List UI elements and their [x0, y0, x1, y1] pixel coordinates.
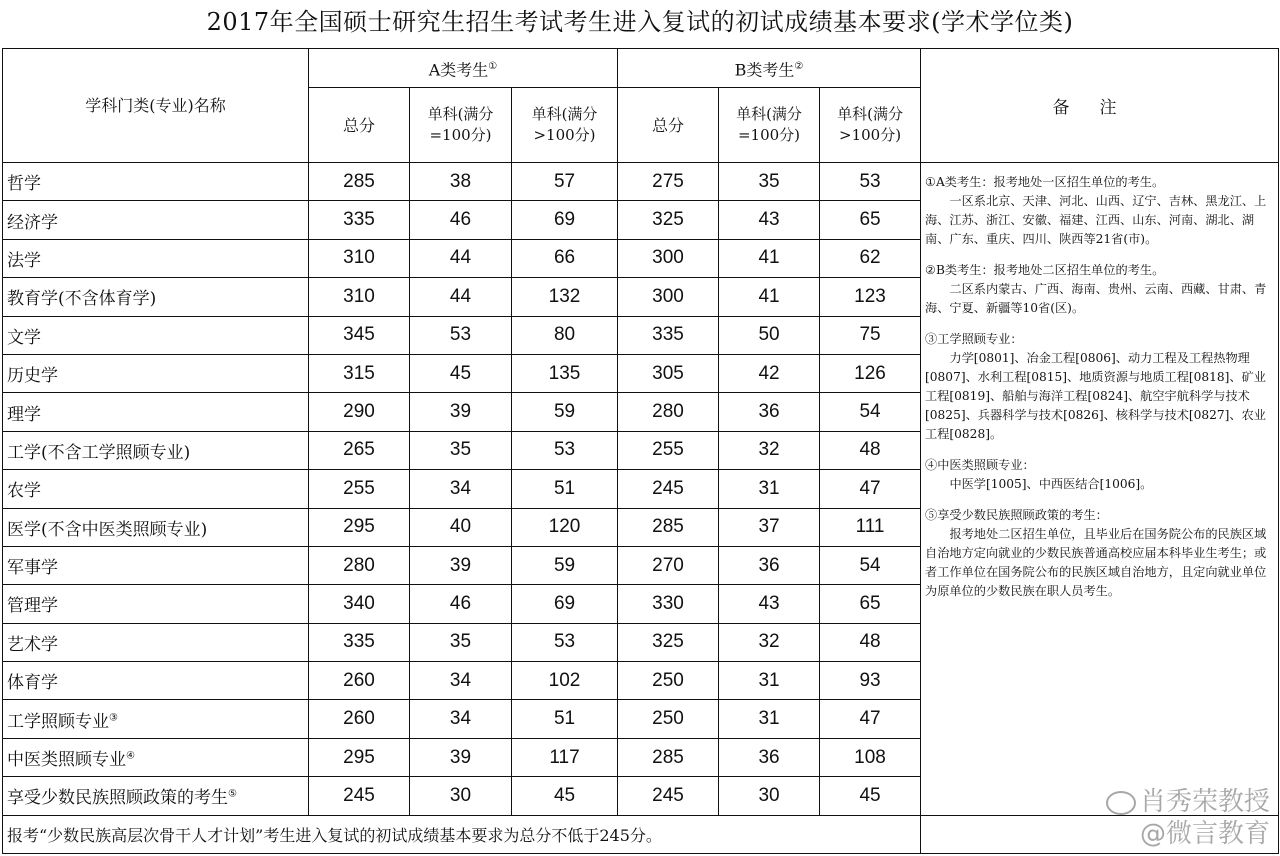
- score-b-s100: 36: [719, 738, 820, 776]
- score-a-sover: 51: [512, 470, 618, 508]
- footer-note: 报考“少数民族高层次骨干人才计划”考生进入复试的初试成绩基本要求为总分不低于245分。: [3, 815, 921, 853]
- score-b-sover: 45: [820, 777, 921, 815]
- score-a-s100: 40: [410, 508, 512, 546]
- score-b-total: 245: [618, 470, 719, 508]
- score-a-s100: 46: [410, 585, 512, 623]
- score-a-total: 335: [309, 201, 410, 239]
- remark-note-body: 力学[0801]、冶金工程[0806]、动力工程及工程热物理[0807]、水利工程[0815]、地质资源与地质工程[0818]、矿业工程[0819]、船舶与海洋工程[0824]、航空宇航科学与技术[0825]、兵器科学与技术[0826]、核科学与技术[0827]、农业工程[0828]。: [925, 351, 1266, 441]
- score-a-total: 310: [309, 278, 410, 316]
- score-a-s100: 35: [410, 431, 512, 469]
- score-b-total: 285: [618, 738, 719, 776]
- score-b-sover: 75: [820, 316, 921, 354]
- score-a-s100: 39: [410, 546, 512, 584]
- remark-note: [925, 506, 1274, 601]
- score-a-sover: 59: [512, 393, 618, 431]
- score-b-total: 325: [618, 201, 719, 239]
- subject-name: 艺术学: [3, 623, 309, 661]
- score-a-sover: 45: [512, 777, 618, 815]
- footer-row: [3, 815, 1279, 853]
- score-b-total: 250: [618, 662, 719, 700]
- score-b-sover: 108: [820, 738, 921, 776]
- score-a-total: 295: [309, 508, 410, 546]
- score-b-total: 335: [618, 316, 719, 354]
- score-b-sover: 53: [820, 163, 921, 201]
- subject-name: 工学照顾专业③: [3, 700, 309, 738]
- score-a-sover: 135: [512, 354, 618, 392]
- footnote-mark: ④: [126, 750, 135, 762]
- score-b-s100: 41: [719, 278, 820, 316]
- score-a-total: 340: [309, 585, 410, 623]
- score-a-total: 290: [309, 393, 410, 431]
- remark-note: [925, 261, 1274, 318]
- score-a-sover: 80: [512, 316, 618, 354]
- b-total-header: 总分: [618, 88, 719, 163]
- subject-name: 中医类照顾专业④: [3, 738, 309, 776]
- remark-note-heading: ②B类考生：报考地处二区招生单位的考生。: [925, 263, 1165, 277]
- score-b-sover: 54: [820, 393, 921, 431]
- score-b-s100: 36: [719, 546, 820, 584]
- score-a-sover: 51: [512, 700, 618, 738]
- score-a-total: 245: [309, 777, 410, 815]
- subject-column-header: 学科门类(专业)名称: [3, 49, 309, 163]
- score-b-sover: 47: [820, 700, 921, 738]
- score-b-s100: 32: [719, 431, 820, 469]
- score-b-total: 300: [618, 239, 719, 277]
- score-b-s100: 42: [719, 354, 820, 392]
- score-a-s100: 34: [410, 700, 512, 738]
- score-a-total: 280: [309, 546, 410, 584]
- score-a-sover: 102: [512, 662, 618, 700]
- score-a-total: 345: [309, 316, 410, 354]
- score-a-total: 285: [309, 163, 410, 201]
- score-a-total: 255: [309, 470, 410, 508]
- score-b-s100: 31: [719, 700, 820, 738]
- subject-name: 医学(不含中医类照顾专业): [3, 508, 309, 546]
- remark-note-heading: ①A类考生：报考地处一区招生单位的考生。: [925, 175, 1165, 189]
- score-table: [2, 48, 1279, 854]
- score-a-s100: 38: [410, 163, 512, 201]
- score-b-s100: 43: [719, 585, 820, 623]
- subject-name: 享受少数民族照顾政策的考生⑤: [3, 777, 309, 815]
- score-a-s100: 35: [410, 623, 512, 661]
- group-a-header: A类考生①: [309, 49, 618, 88]
- score-b-s100: 36: [719, 393, 820, 431]
- score-b-s100: 32: [719, 623, 820, 661]
- remark-note-heading: ④中医类照顾专业：: [925, 458, 1035, 472]
- score-b-s100: 35: [719, 163, 820, 201]
- score-b-s100: 50: [719, 316, 820, 354]
- remark-note-body: 报考地处二区招生单位，且毕业后在国务院公布的民族区域自治地方定向就业的少数民族普通高校应届本科毕业生考生；或者工作单位在国务院公布的民族区域自治地方，且定向就业单位为原单位的少数民族在职人员考生。: [925, 527, 1267, 598]
- remark-note-body: 二区系内蒙古、广西、海南、贵州、云南、西藏、甘肃、青海、宁夏、新疆等10省(区)。: [925, 282, 1267, 315]
- remark-note-heading: ⑤享受少数民族照顾政策的考生：: [925, 508, 1108, 522]
- subject-name: 历史学: [3, 354, 309, 392]
- score-b-total: 280: [618, 393, 719, 431]
- score-a-total: 260: [309, 700, 410, 738]
- score-a-sover: 66: [512, 239, 618, 277]
- score-a-sover: 117: [512, 738, 618, 776]
- remark-note-heading: ③工学照顾专业：: [925, 332, 1023, 346]
- table-row: [3, 163, 1279, 201]
- score-a-s100: 44: [410, 278, 512, 316]
- score-b-s100: 31: [719, 470, 820, 508]
- score-a-sover: 53: [512, 431, 618, 469]
- score-a-s100: 53: [410, 316, 512, 354]
- score-b-sover: 47: [820, 470, 921, 508]
- score-a-total: 310: [309, 239, 410, 277]
- footnote-mark: ⑤: [228, 788, 237, 800]
- score-b-total: 330: [618, 585, 719, 623]
- b-single-over100-header: 单科(满分>100分): [820, 88, 921, 163]
- score-b-s100: 31: [719, 662, 820, 700]
- group-b-header: B类考生②: [618, 49, 921, 88]
- score-b-sover: 65: [820, 201, 921, 239]
- score-b-sover: 126: [820, 354, 921, 392]
- a-single-over100-header: 单科(满分>100分): [512, 88, 618, 163]
- remark-note-body: 一区系北京、天津、河北、山西、辽宁、吉林、黑龙江、上海、江苏、浙江、安徽、福建、江西、山东、河南、湖北、湖南、广东、重庆、四川、陕西等21省(市)。: [925, 194, 1267, 246]
- remarks-header: 备注: [921, 49, 1279, 163]
- score-b-s100: 43: [719, 201, 820, 239]
- subject-name: 军事学: [3, 546, 309, 584]
- score-a-total: 265: [309, 431, 410, 469]
- score-a-s100: 39: [410, 738, 512, 776]
- score-b-sover: 111: [820, 508, 921, 546]
- subject-name: 哲学: [3, 163, 309, 201]
- score-b-sover: 48: [820, 623, 921, 661]
- score-b-sover: 65: [820, 585, 921, 623]
- score-b-total: 255: [618, 431, 719, 469]
- footnote-mark: ③: [109, 712, 118, 723]
- subject-name: 文学: [3, 316, 309, 354]
- subject-name: 理学: [3, 393, 309, 431]
- score-a-s100: 45: [410, 354, 512, 392]
- score-a-sover: 57: [512, 163, 618, 201]
- subject-name: 工学(不含工学照顾专业): [3, 431, 309, 469]
- subject-name: 农学: [3, 470, 309, 508]
- score-a-sover: 59: [512, 546, 618, 584]
- score-a-s100: 34: [410, 470, 512, 508]
- score-a-sover: 69: [512, 201, 618, 239]
- a-total-header: 总分: [309, 88, 410, 163]
- score-a-s100: 46: [410, 201, 512, 239]
- score-b-total: 245: [618, 777, 719, 815]
- score-a-s100: 34: [410, 662, 512, 700]
- score-b-total: 270: [618, 546, 719, 584]
- score-a-total: 315: [309, 354, 410, 392]
- a-single-100-header: 单科(满分=100分): [410, 88, 512, 163]
- remark-note: [925, 330, 1274, 444]
- score-b-sover: 93: [820, 662, 921, 700]
- remarks-cell: [921, 163, 1279, 816]
- score-a-sover: 132: [512, 278, 618, 316]
- subject-name: 管理学: [3, 585, 309, 623]
- subject-name: 经济学: [3, 201, 309, 239]
- score-b-s100: 41: [719, 239, 820, 277]
- score-a-total: 335: [309, 623, 410, 661]
- score-a-s100: 39: [410, 393, 512, 431]
- subject-name: 教育学(不含体育学): [3, 278, 309, 316]
- remark-note-body: 中医学[1005]、中西医结合[1006]。: [949, 477, 1153, 491]
- score-b-total: 305: [618, 354, 719, 392]
- score-b-total: 285: [618, 508, 719, 546]
- b-single-100-header: 单科(满分=100分): [719, 88, 820, 163]
- weibo-icon: [1106, 791, 1136, 815]
- score-b-total: 275: [618, 163, 719, 201]
- score-b-sover: 48: [820, 431, 921, 469]
- subject-name: 体育学: [3, 662, 309, 700]
- score-a-total: 295: [309, 738, 410, 776]
- score-b-s100: 37: [719, 508, 820, 546]
- score-b-total: 250: [618, 700, 719, 738]
- score-a-s100: 30: [410, 777, 512, 815]
- score-b-s100: 30: [719, 777, 820, 815]
- watermark: 肖秀荣教授 @微言教育: [1106, 786, 1270, 850]
- score-b-sover: 62: [820, 239, 921, 277]
- page-title: 2017年全国硕士研究生招生考试考生进入复试的初试成绩基本要求(学术学位类): [206, 8, 1074, 36]
- remark-note: [925, 173, 1274, 249]
- subject-name: 法学: [3, 239, 309, 277]
- score-a-sover: 53: [512, 623, 618, 661]
- score-b-total: 300: [618, 278, 719, 316]
- remark-note: [925, 456, 1274, 494]
- score-b-total: 325: [618, 623, 719, 661]
- score-a-total: 260: [309, 662, 410, 700]
- score-a-s100: 44: [410, 239, 512, 277]
- score-b-sover: 54: [820, 546, 921, 584]
- score-a-sover: 120: [512, 508, 618, 546]
- score-b-sover: 123: [820, 278, 921, 316]
- score-a-sover: 69: [512, 585, 618, 623]
